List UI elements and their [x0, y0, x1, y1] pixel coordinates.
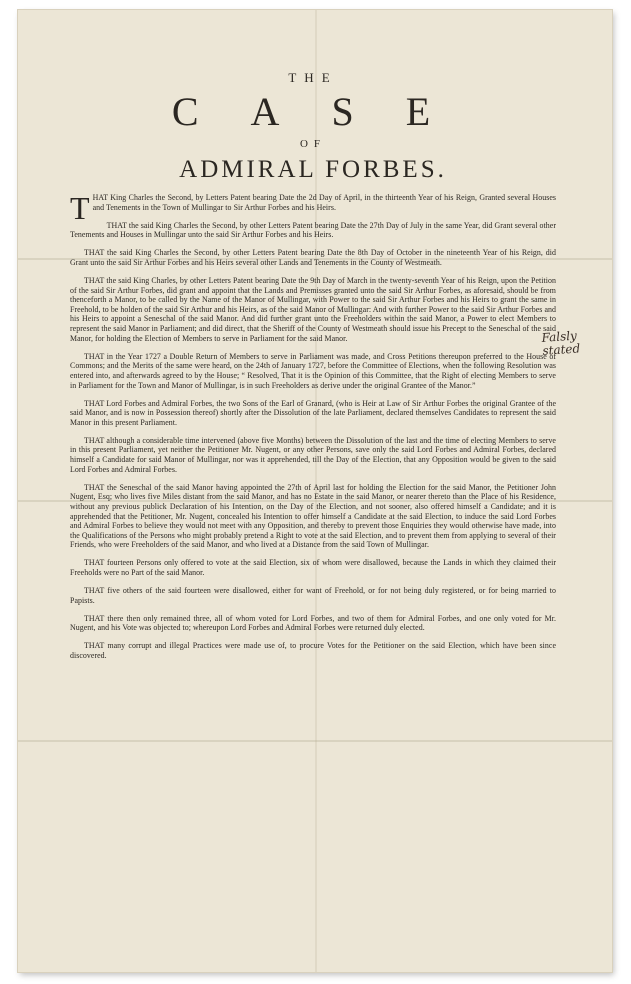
- paragraph: THAT although a considerable time intervened (above five Months) between the Dissolution of the last and the time of electing Members to serve in this present Parliament, yet neither the Petitioner Mr. Nugent, or any other Persons, save only the said Lord Forbes and Admiral Forbes, declared himself a Candidate for said Manor of Mullingar, nor was it apprehended, till the Day of the Election, that any Opposition would be given to the said Lord Forbes and Admiral Forbes.: [70, 435, 556, 474]
- paragraph: [70, 190, 556, 226]
- title-of: OF: [299, 138, 327, 150]
- paragraph: THAT Lord Forbes and Admiral Forbes, the two Sons of the Earl of Granard, (who is Heir at Law of Sir Arthur Forbes the original Grantee of the said Manor, and is now in Possession thereof) shortly after the Dissolution of the late Parliament, declared themselves Candidates to represent the said Manor in this present Parliament.: [70, 398, 556, 427]
- paragraph: THAT in the Year 1727 a Double Return of Members to serve in Parliament was made, and Cross Petitions thereupon preferred to the House of Commons; and the Merits of the same were heard, on the 24th of January 1727, before the Committee of Elections, when the following Resolution was entered into, and afterwards agreed to by the House; “ Resolved, That it is the Opinion of this Committee, that the Right of electing Members to serve in Parliament for the Town and Manor of Mullingar, is in such Freeholders as derive under the original Grantee of the Manor.”: [70, 351, 556, 390]
- paragraph: THAT there then only remained three, all of whom voted for Lord Forbes, and two of them for Admiral Forbes, and one only voted for Mr. Nugent, and his Vote was objected to; whereupon Lord Forbes and Admiral Forbes were returned duly elected.: [70, 613, 556, 633]
- paragraph: THAT many corrupt and illegal Practices were made use of, to procure Votes for the Petitioner on the said Election, which have been since discovered.: [70, 641, 556, 661]
- paragraph: THAT the said King Charles the Second, by other Letters Patent bearing Date the 27th Day of July in the same Year, did Grant several other Tenements and Houses in Mullingar unto the said Sir Arthur Forbes and his Heirs.: [70, 220, 556, 240]
- paragraph-text: HAT King Charles the Second, by Letters Patent bearing Date the 2d Day of April, in the thirteenth Year of his Reign, Granted several Houses and Tenements in the Town of Mullingar to Sir Arthur Forbes and his Heirs.: [92, 193, 556, 212]
- paragraph: THAT the said King Charles, by other Letters Patent bearing Date the 9th Day of March in the twenty-seventh Year of his Reign, upon the Petition of the said Sir Arthur Forbes, did grant and appoint that the Lands and Premisses granted unto the said Sir Arthur Forbes, as aforesaid, should be from thenceforth a Manor, to be called by the Name of the Manor of Mullingar, with Power to the said Sir Arthur Forbes and his Heirs to grant the same in Freehold, to be holden of the said Sir Arthur and his Heirs, as of the said Manor of Mullingar: And with further Power to the said Sir Arthur Forbes and his Heirs to appoint a Seneschal of the said Manor. And did further grant unto the Freeholders within the said Manor, a Power to elect Members to represent the said Manor in Parliament; and did direct, that the Sheriff of the County of Westmeath should issue his Precept to the Seneschal of the said Manor, for holding the Election of Members to serve in Parliament for the said Manor.: [70, 276, 556, 343]
- title-case: CASE: [171, 89, 483, 134]
- margin-note-line: stated: [541, 341, 581, 358]
- title-admiral-forbes: ADMIRAL FORBES.: [179, 156, 447, 183]
- paragraph: THAT the Seneschal of the said Manor having appointed the 27th of April last for holding the Election for the said Manor, the Petitioner John Nugent, Esq; who lives five Miles distant from the said Manor, and has no Estate in the said Manor, or nearer thereto than the Place of his Residence, without any previous publick Declaration of his Intention, on the Day of the Election, and not sooner, also offered himself a Candidate; and it is apprehended that the Petitioner, Mr. Nugent, concealed his Intention to offer himself a Candidate at the said Election, to induce the said Lord Forbes and Admiral Forbes to believe they would not meet with any Opposition, and thereby to prevent those Enquiries they would otherwise have made, into the Qualifications of the Persons who might probably pretend a Right to vote at the said Election, and to prevent them from applying to several of their Friends, who were Freeholders of the said Manor, and who lived at a Distance from the said Town of Mullingar.: [70, 482, 556, 550]
- handwritten-margin-note: [541, 328, 599, 358]
- document-body: [70, 70, 556, 669]
- title-the: THE: [288, 70, 338, 85]
- paragraph: THAT the said King Charles the Second, by other Letters Patent bearing Date the 8th Day of October in the nineteenth Year of his Reign, did Grant unto the said Sir Arthur Forbes and his Heirs several other Lands and Tenements in the County of Westmeath.: [70, 248, 556, 267]
- paragraph: THAT fourteen Persons only offered to vote at the said Election, six of whom were disallowed, because the Lands in which they claimed their Freeholds were no Part of the said Manor.: [70, 558, 556, 577]
- margin-note-line: Falsly: [541, 328, 578, 345]
- paragraph: THAT five others of the said fourteen were disallowed, either for want of Freehold, or for not being duly registered, or for being married to Papists.: [70, 586, 556, 605]
- dropcap: T: [70, 190, 90, 226]
- document-sheet: [18, 10, 612, 972]
